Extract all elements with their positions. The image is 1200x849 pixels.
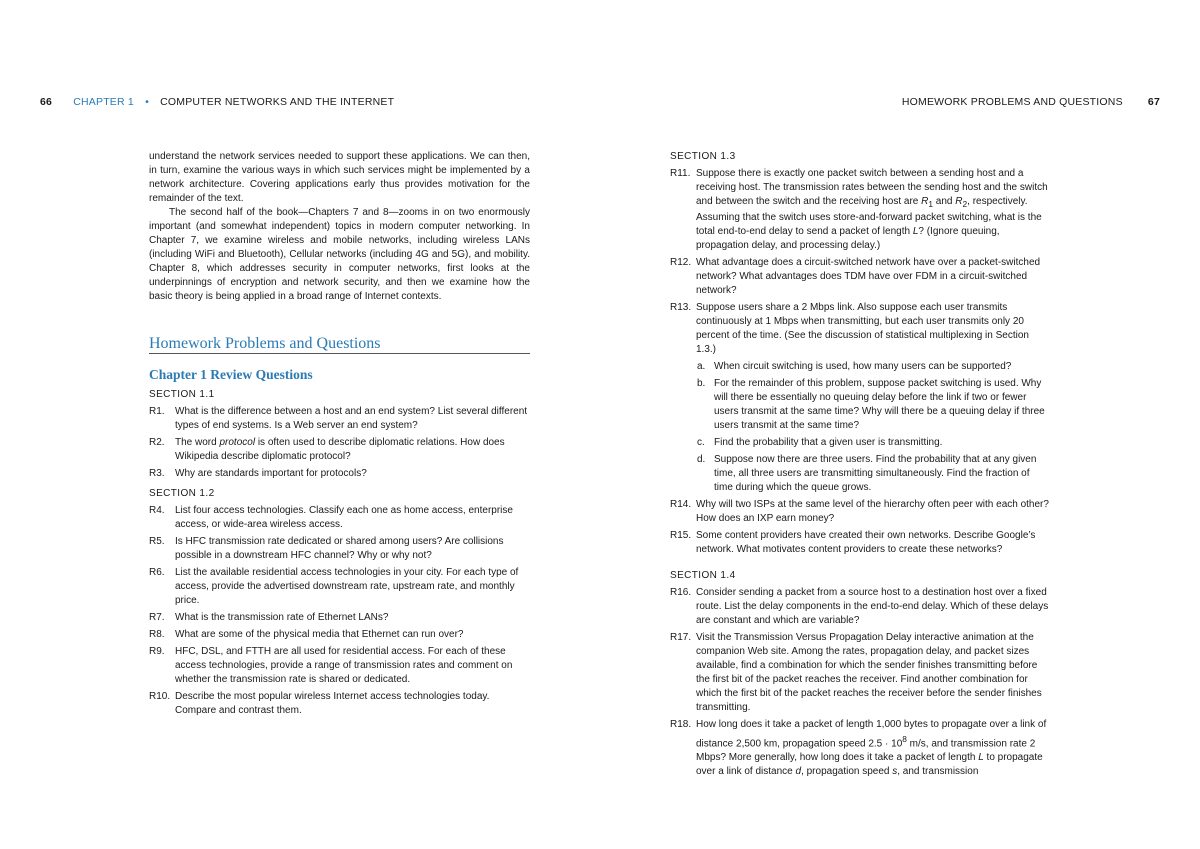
question-number: R15. bbox=[670, 530, 692, 541]
question-text: List the available residential access technologies in your city. For each type of access, provide the advertised downstream rate, upstream rate, and monthly price. bbox=[175, 567, 519, 606]
question-number: R11. bbox=[670, 168, 691, 179]
question-r16 bbox=[670, 586, 1050, 628]
review-questions-heading: Chapter 1 Review Questions bbox=[149, 367, 313, 382]
question-r7 bbox=[149, 611, 530, 625]
question-r5 bbox=[149, 535, 530, 563]
question-number: R6. bbox=[149, 567, 165, 578]
question-text: Visit the Transmission Versus Propagation Delay interactive animation at the companion Web site. Among the rates, propagation delay, and packet sizes available, find a combination for which the sender finishes transmitting before the first bit of the packet reaches the receiver. Find another combination for which the first bit of the packet reaches the receiver before the sender finishes transmitting. bbox=[696, 632, 1042, 713]
question-r18 bbox=[670, 718, 1050, 779]
left-column bbox=[149, 150, 530, 721]
emphasis-protocol: protocol bbox=[219, 437, 256, 448]
question-number: R17. bbox=[670, 632, 692, 643]
question-number: R18. bbox=[670, 719, 692, 730]
question-r10 bbox=[149, 690, 530, 718]
question-number: R1. bbox=[149, 406, 165, 417]
section-heading: SECTION 1.2 bbox=[149, 488, 215, 499]
subquestion-letter: b. bbox=[697, 378, 706, 389]
question-number: R9. bbox=[149, 646, 165, 657]
homework-heading: Homework Problems and Questions bbox=[149, 337, 530, 354]
left-running-head bbox=[40, 96, 394, 108]
section-heading: SECTION 1.3 bbox=[670, 151, 736, 162]
intro-paragraph: understand the network services needed to support these applications. We can then, in turn, examine the various ways in which such services might be implemented by a network architecture. Covering applications early thus provides motivation for the remainder of the text. bbox=[149, 151, 530, 204]
question-text: Describe the most popular wireless Internet access technologies today. Compare and contrast them. bbox=[175, 691, 490, 716]
question-text: How long does it take a packet of length 1,000 bytes to propagate over a link of distance 2,500 km, propagation speed $2.5 \cdot 10^8$ m/s, and transmission rate 2 Mbps? More generally, how long does it take a packet of length L to propagate over a link of distance d, propagation speed s, and transmission bbox=[696, 719, 1047, 778]
chapter-label: CHAPTER 1 bbox=[73, 96, 134, 108]
question-number: R16. bbox=[670, 587, 692, 598]
question-number: R13. bbox=[670, 302, 692, 313]
question-r6 bbox=[149, 566, 530, 608]
intro-paragraph: The second half of the book—Chapters 7 and 8—zooms in on two enormously important (and somewhat independent) topics in modern computer networking. In Chapter 7, we examine wireless and mobile networks, including wireless LANs (including WiFi and Bluetooth), Cellular networks (including 4G and 5G), and mobility. Chapter 8, which addresses security in computer networks, first looks at the underpinnings of encryption and network security, and then we examine how the basic theory is being applied in a broad range of Internet contexts. bbox=[149, 207, 530, 302]
question-r12 bbox=[670, 256, 1050, 298]
question-r9 bbox=[149, 645, 530, 687]
question-text: Suppose there is exactly one packet switch between a sending host and a receiving host. The transmission rates between the sending host and the switch and between the switch and the receiving host are $R_1$ and $R_2$, respectively. Assuming that the switch uses store-and-forward packet switching, what is the total end-to-end delay to send a packet of length L? (Ignore queuing, propagation delay, and processing delay.) bbox=[696, 168, 1048, 251]
question-number: R8. bbox=[149, 629, 165, 640]
subquestion-d bbox=[697, 453, 1050, 495]
page-number: 66 bbox=[40, 96, 53, 108]
question-text: List four access technologies. Classify each one as home access, enterprise access, or wide-area wireless access. bbox=[175, 505, 513, 530]
question-r2 bbox=[149, 436, 530, 464]
right-page bbox=[600, 0, 1200, 849]
question-r17 bbox=[670, 631, 1050, 715]
question-r14 bbox=[670, 498, 1050, 526]
question-r1 bbox=[149, 405, 530, 433]
subquestion-b bbox=[697, 377, 1050, 433]
question-r13 bbox=[670, 301, 1050, 357]
question-number: R7. bbox=[149, 612, 165, 623]
question-text: What is the difference between a host and an end system? List several different types of end systems. Is a Web server an end system? bbox=[175, 406, 528, 431]
question-text: HFC, DSL, and FTTH are all used for residential access. For each of these access technologies, provide a range of transmission rates and comment on whether the transmission rate is shared or dedicated. bbox=[175, 646, 513, 685]
question-number: R5. bbox=[149, 536, 165, 547]
question-r3 bbox=[149, 467, 530, 481]
right-running-head bbox=[902, 96, 1160, 108]
section-heading: SECTION 1.1 bbox=[149, 389, 215, 400]
question-text: Why are standards important for protocols? bbox=[175, 468, 367, 479]
question-text: Consider sending a packet from a source host to a destination host over a fixed route. List the delay components in the end-to-end delay. Which of these delays are constant and which are variable? bbox=[696, 587, 1049, 626]
question-text: Some content providers have created their own networks. Describe Google’s network. What motivates content providers to create these networks? bbox=[696, 530, 1036, 555]
question-number: R2. bbox=[149, 437, 165, 448]
question-text: The word protocol is often used to describe diplomatic relations. How does Wikipedia describe diplomatic protocol? bbox=[175, 437, 505, 462]
subquestion-text: For the remainder of this problem, suppose packet switching is used. Why will there be essentially no queuing delay before the link if two or fewer users transmit at the same time? Why will there be a queuing delay if three users transmit at the same time? bbox=[714, 378, 1045, 431]
subquestion-a bbox=[697, 360, 1050, 374]
question-text: What are some of the physical media that Ethernet can run over? bbox=[175, 629, 464, 640]
question-number: R14. bbox=[670, 499, 692, 510]
bullet-icon: • bbox=[145, 96, 149, 108]
subquestion-c bbox=[697, 436, 1050, 450]
subquestion-letter: c. bbox=[697, 437, 705, 448]
subquestion-text: Suppose now there are three users. Find the probability that at any given time, all three users are transmitting simultaneously. Find the fraction of time during which the queue grows. bbox=[714, 454, 1037, 493]
subquestion-letter: d. bbox=[697, 454, 706, 465]
subquestion-letter: a. bbox=[697, 361, 706, 372]
subquestion-text: When circuit switching is used, how many users can be supported? bbox=[714, 361, 1012, 372]
chapter-title: COMPUTER NETWORKS AND THE INTERNET bbox=[160, 96, 395, 108]
question-text: Is HFC transmission rate dedicated or shared among users? Are collisions possible in a downstream HFC channel? Why or why not? bbox=[175, 536, 504, 561]
running-title: HOMEWORK PROBLEMS AND QUESTIONS bbox=[901, 96, 1123, 108]
question-r11 bbox=[670, 167, 1050, 253]
question-r8 bbox=[149, 628, 530, 642]
section-heading: SECTION 1.4 bbox=[670, 570, 736, 581]
subquestion-text: Find the probability that a given user is transmitting. bbox=[714, 437, 943, 448]
question-text: What is the transmission rate of Ethernet LANs? bbox=[175, 612, 389, 623]
page-number: 67 bbox=[1147, 96, 1160, 108]
question-text: What advantage does a circuit-switched network have over a packet-switched network? What advantages does TDM have over FDM in a circuit-switched network? bbox=[696, 257, 1041, 296]
question-number: R4. bbox=[149, 505, 165, 516]
question-r15 bbox=[670, 529, 1050, 557]
right-column bbox=[670, 150, 1050, 782]
question-r4 bbox=[149, 504, 530, 532]
question-number: R3. bbox=[149, 468, 165, 479]
question-number: R10. bbox=[149, 691, 171, 702]
question-text: Suppose users share a 2 Mbps link. Also suppose each user transmits continuously at 1 Mbps when transmitting, but each user transmits only 20 percent of the time. (See the discussion of statistical multiplexing in Section 1.3.) bbox=[696, 302, 1029, 355]
question-text: Why will two ISPs at the same level of the hierarchy often peer with each other? How does an IXP earn money? bbox=[696, 499, 1049, 524]
question-number: R12. bbox=[670, 257, 692, 268]
